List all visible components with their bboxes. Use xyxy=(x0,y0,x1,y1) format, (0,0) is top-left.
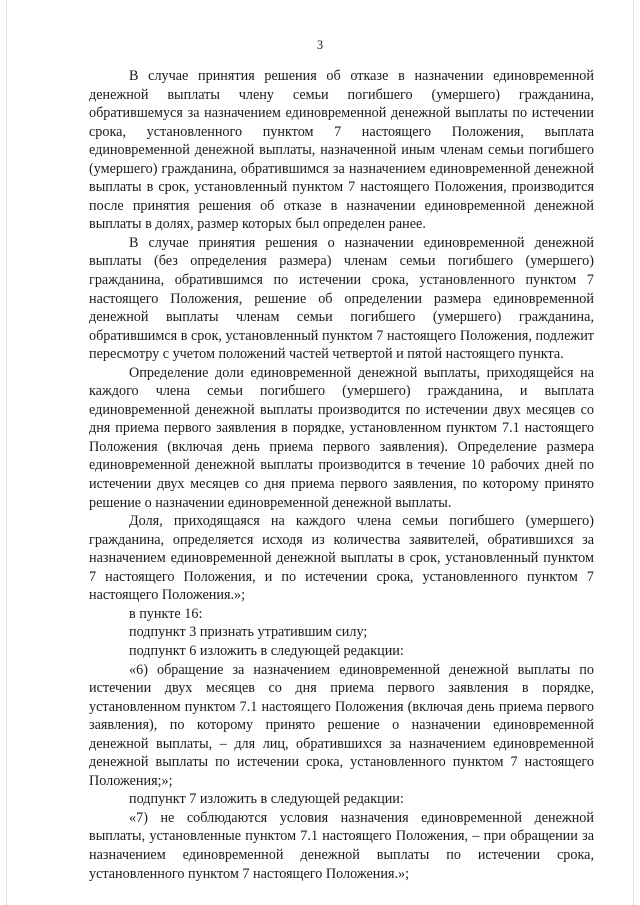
scan-edge-left xyxy=(6,0,8,905)
paragraph-assignment-without-amount: В случае принятия решения о назначении единовременной денежной выплаты (без определения размера) членам семьи погибшего (умершего) гражданина, обратившимся по истечении срока, установленного пунктом 7 настоящего Положения, решение об определении размера единовременной денежной выплаты членам семьи погибшего (умершего) гражданина, обратившимся в срок, установленный пунктом 7 настоящего Положения, подлежит пересмотру с учетом положений частей четвертой и пятой настоящего пункта. xyxy=(89,234,594,363)
page-number: 3 xyxy=(316,38,324,52)
paragraph-subitem-3: подпункт 3 признать утратившим силу; xyxy=(129,624,368,641)
paragraph-refusal-payment: В случае принятия решения об отказе в назначении единовременной денежной выплаты члену семьи погибшего (умершего) гражданина, обратившемуся за назначением единовременной денежной выплаты по истечении срока, установленного пунктом 7 настоящего Положения, выплата единовременной денежной выплаты, назначенной иным членам семьи погибшего (умершего) гражданина, обратившимся за назначением единовременной денежной выплаты в срок, установленный пунктом 7 настоящего Положения, производится после принятия решения об отказе в назначении единовременной денежной выплаты в долях, размер которых был определен ранее. xyxy=(89,68,594,233)
paragraph-subitem-7-intro: подпункт 7 изложить в следующей редакции: xyxy=(129,791,404,808)
paragraph-share-per-member: Доля, приходящаяся на каждого члена семьи погибшего (умершего) гражданина, определяется исходя из количества заявителей, обратившихся за назначением единовременной денежной выплаты в срок, установленный пунктом 7 настоящего Положения, и по истечении срока, установленного пунктом 7 настоящего Положения.»; xyxy=(89,513,594,604)
scan-edge-right xyxy=(633,0,635,905)
paragraph-share-determination: Определение доли единовременной денежной выплаты, приходящейся на каждого члена семьи погибшего (умершего) гражданина, и выплата единовременной денежной выплаты производится по истечении двух месяцев со дня приема первого заявления в порядке, установленном пунктом 7.1 настоящего Положения (включая день приема первого заявления). Определение размера единовременной денежной выплаты производится в течение 10 рабочих дней по истечении двух месяцев со дня приема первого заявления, по которому принято решение о назначении единовременной денежной выплаты. xyxy=(89,364,594,511)
paragraph-subitem-7-text: «7) не соблюдаются условия назначения единовременной денежной выплаты, установленные пунктом 7.1 настоящего Положения, – при обращении за назначением единовременной денежной выплаты по истечении срока, установленного пунктом 7 настоящего Положения.»; xyxy=(89,809,594,882)
paragraph-subitem-6-text: «6) обращение за назначением единовременной денежной выплаты по истечении двух месяцев со дня приема первого заявления в порядке, установленном пунктом 7.1 настоящего Положения (включая день приема первого заявления), по которому принято решение о назначении единовременной денежной выплаты, – для лиц, обратившихся за назначением единовременной денежной выплаты по истечении срока, установленного пунктом 7 настоящего Положения;»; xyxy=(89,661,594,789)
paragraph-item-16: в пункте 16: xyxy=(129,605,203,622)
paragraph-subitem-6-intro: подпункт 6 изложить в следующей редакции: xyxy=(129,642,404,659)
document-body xyxy=(89,67,594,883)
